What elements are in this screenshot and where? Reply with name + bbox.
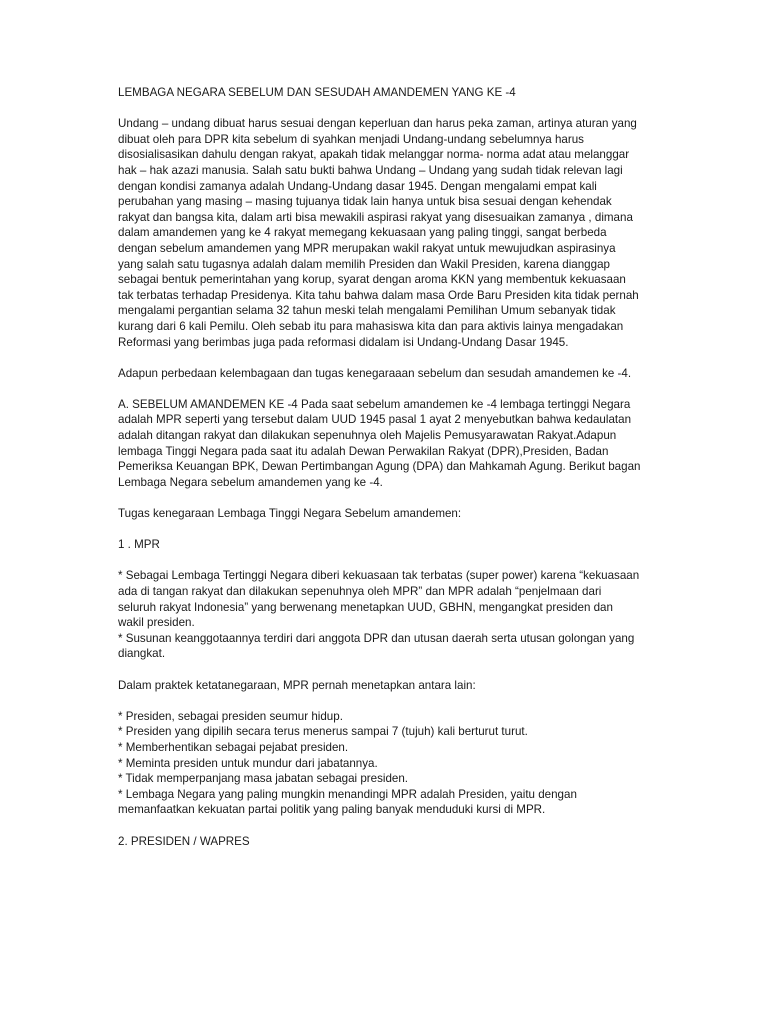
tasks-heading: Tugas kenegaraan Lembaga Tinggi Negara Sebelum amandemen:	[118, 507, 462, 521]
section-a-paragraph: A. SEBELUM AMANDEMEN KE -4 Pada saat sebelum amandemen ke -4 lembaga tertinggi Negara adalah MPR seperti yang tersebut dalam UUD 1945 pasal 1 ayat 2 menyebutkan bahwa kedaulatan adalah ditangan rakyat dan dilakukan sepenuhnya oleh Majelis Pemusyarawatan Rakyat.Adapun lembaga Tinggi Negara pada saat itu adalah Dewan Perwakilan Rakyat (DPR),Presiden, Badan Pemeriksa Keuangan BPK, Dewan Pertimbangan Agung (DPA) dan Mahkamah Agung. Berikut bagan Lembaga Negara sebelum amandemen yang ke -4.	[118, 397, 641, 489]
presiden-heading: 2. PRESIDEN / WAPRES	[118, 834, 250, 848]
practice-heading: Dalam praktek ketatanegaraan, MPR pernah menetapkan antara lain:	[118, 678, 476, 692]
list-item: * Memberhentikan sebagai pejabat presiden.	[118, 740, 349, 754]
list-item: * Susunan keanggotaannya terdiri dari anggota DPR dan utusan daerah serta utusan golongan yang diangkat.	[118, 631, 635, 661]
list-item: * Lembaga Negara yang paling mungkin menandingi MPR adalah Presiden, yaitu dengan memanfaatkan kekuatan partai politik yang paling banyak menduduki kursi di MPR.	[118, 787, 577, 817]
mpr-points-list	[118, 568, 658, 662]
intro-paragraph: Undang – undang dibuat harus sesuai dengan keperluan dan harus peka zaman, artinya aturan yang dibuat oleh para DPR kita sebelum di syahkan menjadi Undang-undang sebelumnya harus disosialisasikan dahulu dengan rakyat, apakah tidak melanggar norma- norma adat atau melanggar hak – hak azazi manusia. Salah satu bukti bahwa Undang – Undang yang sudah tidak relevan lagi dengan kondisi zamanya adalah Undang-Undang dasar 1945. Dengan mengalami empat kali perubahan yang masing – masing tujuanya tidak lain hanya untuk bisa sesuai dengan kehendak rakyat dan bangsa kita, dalam arti bisa mewakili aspirasi rakyat yang disesuaikan zamanya , dimana dalam amandemen yang ke 4 rakyat memegang kekuasaan yang paling tinggi, sangat berbeda dengan sebelum amandemen yang MPR merupakan wakil rakyat untuk mewujudkan aspirasinya yang salah satu tugasnya adalah dalam memilih Presiden dan Wakil Presiden, karena dianggap sebagai bentuk pemerintahan yang korup, syarat dengan aroma KKN yang membentuk kekuasaan tak terbatas terhadap Presidenya. Kita tahu bahwa dalam masa Orde Baru Presiden kita tidak pernah mengalami pergantian selama 32 tahun meski telah mengalami Pemilihan Umum sebanyak tidak kurang dari 6 kali Pemilu. Oleh sebab itu para mahasiswa kita dan para aktivis lainya mengadakan Reformasi yang berimbas juga pada reformasi didalam isi Undang-Undang Dasar 1945.	[118, 117, 639, 349]
difference-paragraph: Adapun perbedaan kelembagaan dan tugas kenegaraaan sebelum dan sesudah amandemen ke -4.	[118, 366, 632, 380]
list-item: * Meminta presiden untuk mundur dari jabatannya.	[118, 756, 378, 770]
list-item: * Tidak memperpanjang masa jabatan sebagai presiden.	[118, 772, 409, 786]
mpr-heading: 1 . MPR	[118, 538, 160, 552]
document-body	[118, 85, 658, 865]
list-item: * Presiden, sebagai presiden seumur hidup.	[118, 709, 343, 723]
list-item: * Sebagai Lembaga Tertinggi Negara diberi kekuasaan tak terbatas (super power) karena “kekuasaan ada di tangan rakyat dan dilakukan sepenuhnya oleh MPR” dan MPR adalah “penjelmaan dari seluruh rakyat Indonesia” yang berwenang menetapkan UUD, GBHN, mengangkat presiden dan wakil presiden.	[118, 569, 640, 630]
practice-points-list	[118, 709, 658, 818]
document-title: LEMBAGA NEGARA SEBELUM DAN SESUDAH AMANDEMEN YANG KE -4	[118, 86, 516, 99]
list-item: * Presiden yang dipilih secara terus menerus sampai 7 (tujuh) kali berturut turut.	[118, 725, 528, 739]
